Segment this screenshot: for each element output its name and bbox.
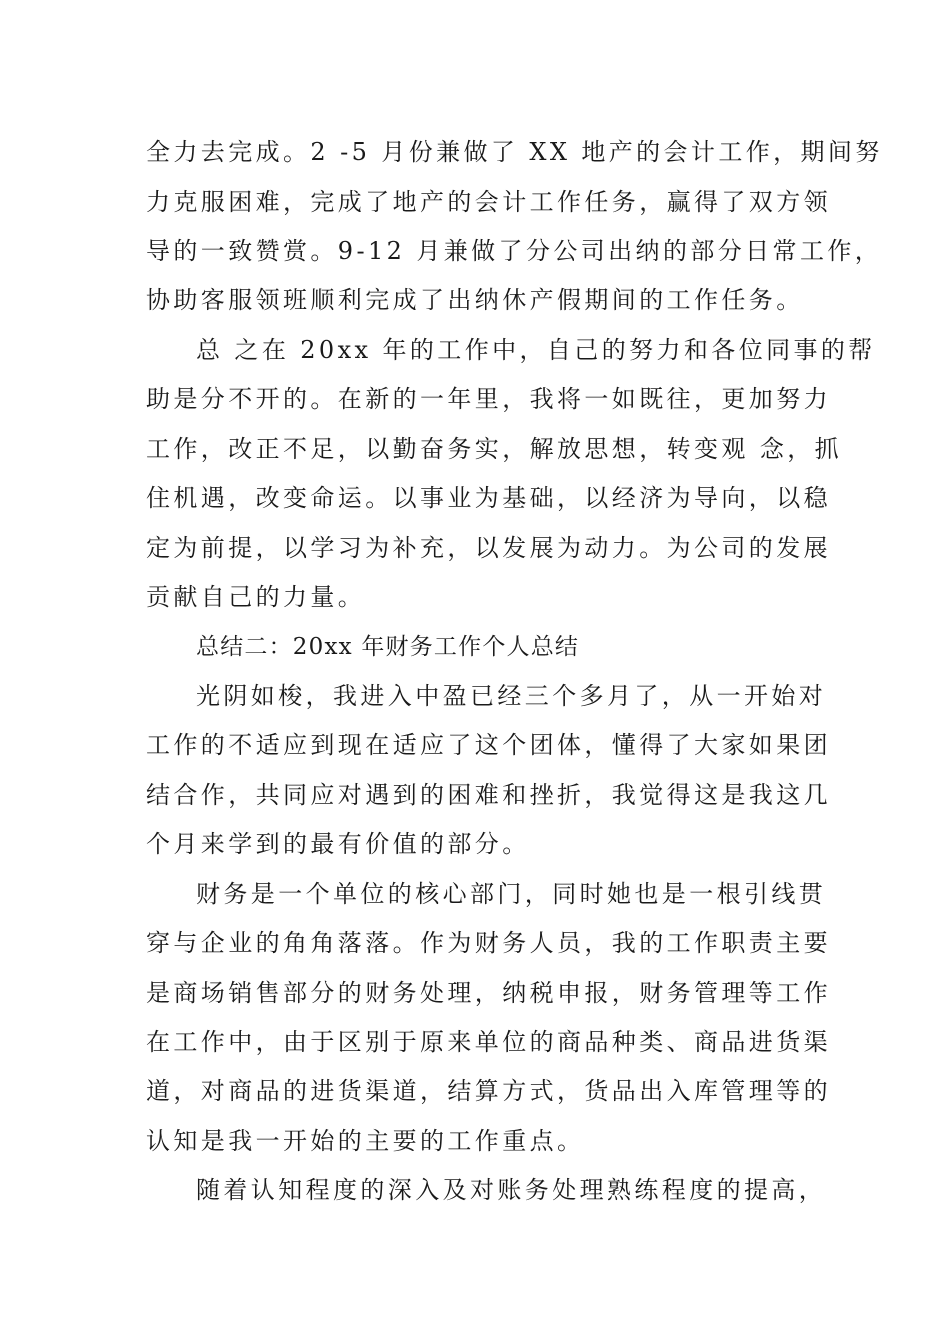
paragraph-line: 光阴如梭，我进入中盈已经三个多月了，从一开始对 bbox=[196, 682, 827, 710]
paragraph-line: 导的一致赞赏。9-12 月兼做了分公司出纳的部分日常工作， bbox=[146, 237, 883, 265]
paragraph-line: 总 之在 20xx 年的工作中，自己的努力和各位同事的帮 bbox=[196, 336, 876, 364]
paragraph-line: 道，对商品的进货渠道，结算方式，货品出入库管理等的 bbox=[146, 1077, 831, 1105]
paragraph-line: 工作，改正不足，以勤奋务实，解放思想，转变观 念，抓 bbox=[146, 435, 843, 463]
paragraph-line: 认知是我一开始的主要的工作重点。 bbox=[146, 1127, 585, 1155]
paragraph-line: 力克服困难，完成了地产的会计工作任务，赢得了双方领 bbox=[146, 188, 831, 216]
paragraph-line: 定为前提，以学习为补充，以发展为动力。为公司的发展 bbox=[146, 534, 831, 562]
paragraph-line: 财务是一个单位的核心部门，同时她也是一根引线贯 bbox=[196, 880, 827, 908]
paragraph-line: 随着认知程度的深入及对账务处理熟练程度的提高， bbox=[196, 1176, 827, 1204]
paragraph-line: 助是分不开的。在新的一年里，我将一如既往，更加努力 bbox=[146, 385, 831, 413]
paragraph-line: 全力去完成。2 -5 月份兼做了 XX 地产的会计工作，期间努 bbox=[146, 138, 883, 166]
paragraph-line: 在工作中，由于区别于原来单位的商品种类、商品进货渠 bbox=[146, 1028, 831, 1056]
paragraph-line: 是商场销售部分的财务处理，纳税申报，财务管理等工作 bbox=[146, 979, 831, 1007]
paragraph-line: 住机遇，改变命运。以事业为基础，以经济为导向，以稳 bbox=[146, 484, 831, 512]
paragraph-line: 贡献自己的力量。 bbox=[146, 583, 366, 611]
paragraph-line: 穿与企业的角角落落。作为财务人员，我的工作职责主要 bbox=[146, 929, 831, 957]
paragraph-line: 结合作，共同应对遇到的困难和挫折，我觉得这是我这几 bbox=[146, 781, 831, 809]
paragraph-line: 协助客服领班顺利完成了出纳休产假期间的工作任务。 bbox=[146, 286, 804, 314]
paragraph-line: 个月来学到的最有价值的部分。 bbox=[146, 830, 530, 858]
paragraph-line: 工作的不适应到现在适应了这个团体，懂得了大家如果团 bbox=[146, 731, 831, 759]
section-heading: 总结二：20xx 年财务工作个人总结 bbox=[196, 634, 580, 660]
